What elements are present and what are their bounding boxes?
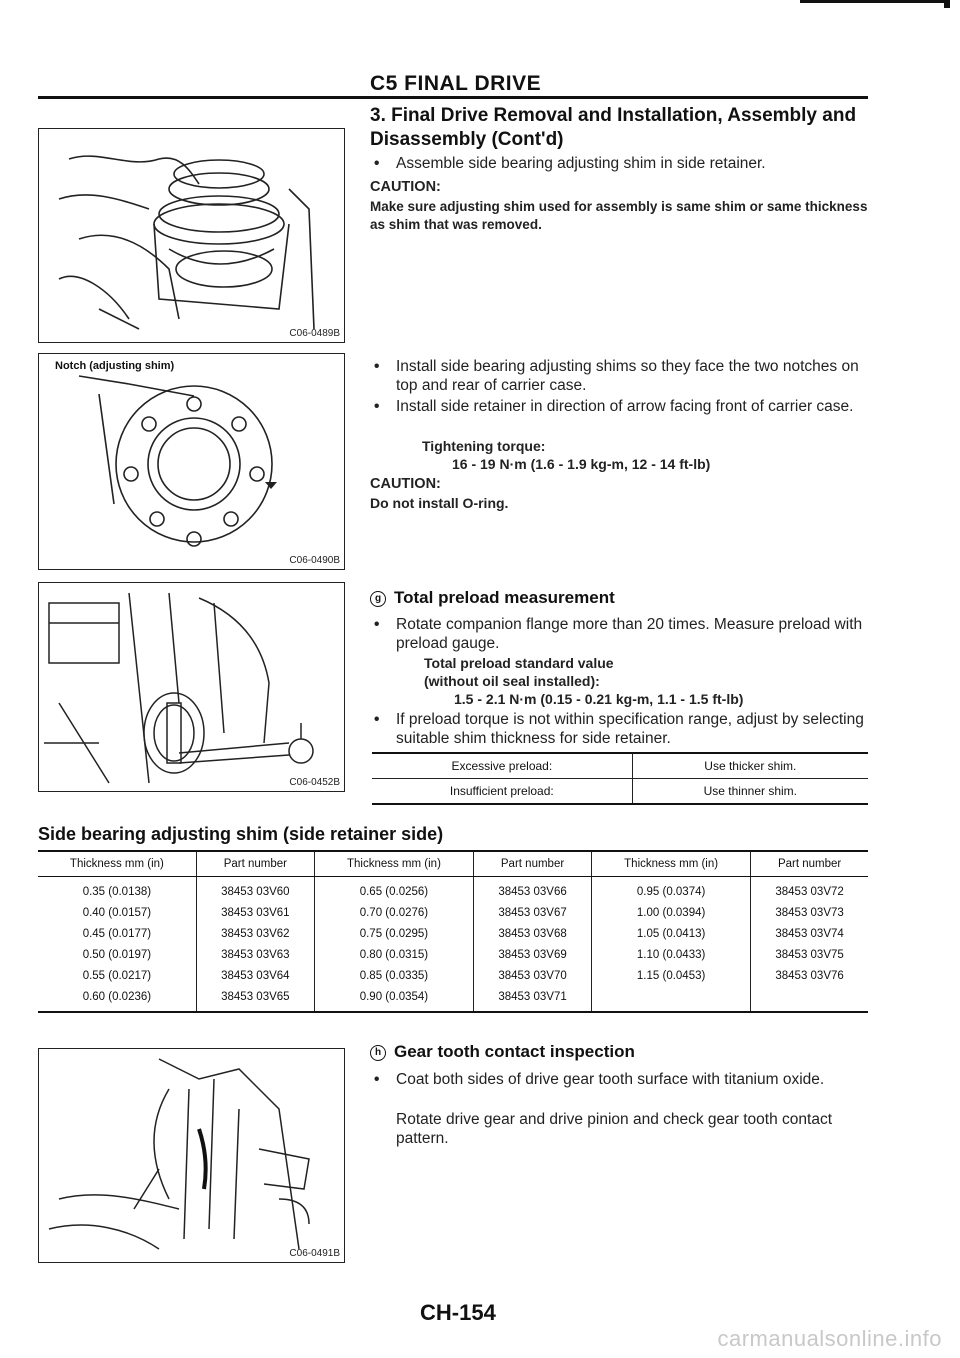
table-cell: Insufficient preload: [372,779,632,805]
table-row [372,753,868,779]
site-watermark: carmanualsonline.info [717,1326,942,1351]
page-header-title: C5 FINAL DRIVE [370,72,542,95]
figure-id-label: C06-0489B [289,328,340,339]
step-badge-g: g [370,591,386,607]
table-cell: 0.50 (0.0197) [38,944,196,965]
table-row [372,779,868,805]
bullet-install-shims: • Install side bearing adjusting shims so they face the two notches on top and rear of carrier case. [396,357,866,395]
table-cell: 38453 03V64 [196,965,314,986]
table-header-row [38,851,868,877]
shim-assembly-illustration [39,129,344,342]
table-row [38,923,868,944]
column-header: Thickness mm (in) [314,851,473,877]
table-row [38,902,868,923]
table-cell: 0.95 (0.0374) [592,877,751,903]
bullet-install-retainer: • Install side retainer in direction of arrow facing front of carrier case. [396,397,866,416]
bullet-coat-gear: • Coat both sides of drive gear tooth surface with titanium oxide. [396,1070,868,1089]
table-cell: 1.05 (0.0413) [592,923,751,944]
table-cell: 0.65 (0.0256) [314,877,473,903]
preload-adjust-table [372,752,868,805]
figure-gear-tooth-contact [38,1048,345,1263]
step-badge-h: h [370,1045,386,1061]
table-cell: 38453 03V68 [473,923,591,944]
gear-contact-heading-text: Gear tooth contact inspection [394,1042,635,1061]
figure-shim-assembly [38,128,345,343]
column-header: Part number [751,851,868,877]
figure-id-label: C06-0491B [289,1248,340,1259]
total-preload-heading-text: Total preload measurement [394,588,615,607]
column-header: Thickness mm (in) [38,851,196,877]
table-cell: 38453 03V60 [196,877,314,903]
table-cell: 0.40 (0.0157) [38,902,196,923]
gear-tooth-illustration [39,1049,344,1262]
table-cell [751,986,868,1012]
table-cell [592,986,751,1012]
top-edge-rule [800,0,950,3]
table-cell: 0.85 (0.0335) [314,965,473,986]
caution-text-1: Make sure adjusting shim used for assembly is same shim or same thickness as shim that was removed. [370,199,868,232]
section-title: 3. Final Drive Removal and Installation, Assembly and Disassembly (Cont'd) [370,105,857,150]
table-cell: 38453 03V67 [473,902,591,923]
top-edge-mark [944,0,950,8]
preload-gauge-illustration [39,583,344,791]
gear-contact-heading [370,1042,635,1062]
figure-preload-gauge [38,582,345,792]
table-cell: 38453 03V61 [196,902,314,923]
table-cell: 38453 03V75 [775,948,844,961]
figure-id-label: C06-0452B [289,777,340,788]
caution-label-1: CAUTION: [370,179,441,195]
preload-std-sub: (without oil seal installed): [424,673,600,689]
table-cell: 38453 03V65 [196,986,314,1012]
table-cell: 0.45 (0.0177) [38,923,196,944]
column-header: Part number [473,851,591,877]
side-retainer-illustration [39,354,344,569]
table-row [38,986,868,1012]
shim-table-caption: Side bearing adjusting shim (side retainer side) [38,824,444,844]
table-cell: 0.90 (0.0354) [314,986,473,1012]
table-cell: Use thicker shim. [632,753,868,779]
table-cell: 0.80 (0.0315) [314,944,473,965]
table-row [38,944,868,965]
table-row [38,965,868,986]
figure-notch-adjusting-shim [38,353,345,570]
preload-std-label: Total preload standard value [424,655,614,671]
bullet-adjust-shim: • If preload torque is not within specification range, adjust by selecting suitable shim thickness for side retainer. [396,710,866,748]
table-cell: 38453 03V74 [775,927,844,940]
table-cell: 1.10 (0.0433) [592,944,751,965]
gear-contact-continuation: Rotate drive gear and drive pinion and check gear tooth contact pattern. [396,1111,832,1147]
table-cell: 38453 03V71 [473,986,591,1012]
table-cell: 0.35 (0.0138) [38,877,196,903]
bullet-rotate-flange: • Rotate companion flange more than 20 times. Measure preload with preload gauge. [396,615,866,653]
table-row [38,877,868,903]
table-cell: Excessive preload: [372,753,632,779]
preload-std-value: 1.5 - 2.1 N·m (0.15 - 0.21 kg-m, 1.1 - 1.5 ft-lb) [454,691,744,707]
column-header: Part number [196,851,314,877]
table-cell: 38453 03V73 [775,906,844,919]
table-cell: 38453 03V76 [775,969,844,982]
table-cell: 1.00 (0.0394) [592,902,751,923]
table-cell: 38453 03V63 [196,944,314,965]
total-preload-heading [370,588,615,608]
bullet-assemble-shim: • Assemble side bearing adjusting shim in side retainer. [396,154,866,173]
table-cell: 1.15 (0.0453) [592,965,751,986]
torque-value: 16 - 19 N·m (1.6 - 1.9 kg-m, 12 - 14 ft-lb) [452,456,711,472]
table-cell: 0.75 (0.0295) [314,923,473,944]
caution-text-2: Do not install O-ring. [370,495,509,511]
table-cell: 38453 03V69 [473,944,591,965]
torque-label: Tightening torque: [422,438,546,454]
page-number: CH-154 [420,1300,496,1325]
table-cell: 38453 03V66 [473,877,591,903]
column-header: Thickness mm (in) [592,851,751,877]
figure-id-label: C06-0490B [289,555,340,566]
table-cell: 38453 03V62 [196,923,314,944]
table-cell: 0.55 (0.0217) [38,965,196,986]
table-cell: Use thinner shim. [632,779,868,805]
table-cell: 0.70 (0.0276) [314,902,473,923]
header-rule [38,96,868,99]
table-cell: 0.60 (0.0236) [38,986,196,1012]
shim-table [38,850,868,1013]
caution-label-2: CAUTION: [370,476,441,492]
table-cell: 38453 03V72 [775,885,844,898]
table-cell: 38453 03V70 [473,965,591,986]
notch-callout: Notch (adjusting shim) [55,360,175,372]
